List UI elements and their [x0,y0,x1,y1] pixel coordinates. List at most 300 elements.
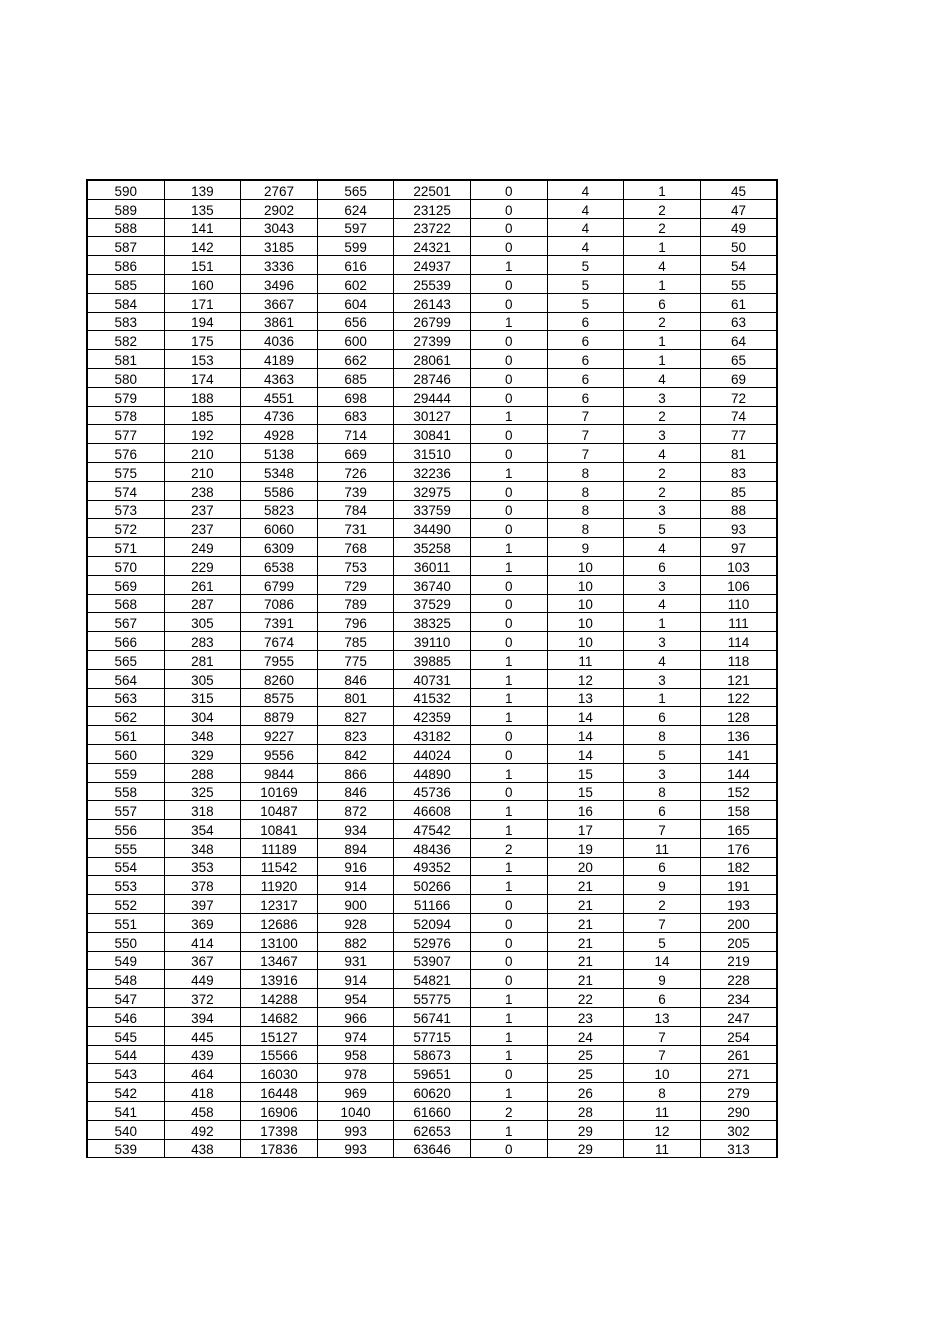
table-cell: 0 [470,500,547,519]
table-cell: 7086 [241,594,318,613]
table-cell: 6 [624,707,701,726]
table-cell: 931 [317,951,394,970]
table-row [87,632,777,651]
table-cell: 261 [164,575,241,594]
table-cell: 561 [87,726,164,745]
table-row [87,895,777,914]
table-cell: 846 [317,782,394,801]
table-cell: 55775 [394,989,471,1008]
table-cell: 15127 [241,1026,318,1045]
table-cell: 24937 [394,256,471,275]
table-cell: 5 [547,293,624,312]
table-cell: 842 [317,744,394,763]
table-cell: 19 [547,838,624,857]
table-cell: 247 [700,1008,777,1027]
table-cell: 64 [700,331,777,350]
table-cell: 83 [700,462,777,481]
table-row [87,406,777,425]
table-cell: 8 [547,500,624,519]
table-cell: 7 [624,1045,701,1064]
table-cell: 16448 [241,1083,318,1102]
table-cell: 93 [700,519,777,538]
table-cell: 12317 [241,895,318,914]
table-cell: 12 [547,669,624,688]
table-cell: 5348 [241,462,318,481]
table-cell: 287 [164,594,241,613]
table-row [87,331,777,350]
table-cell: 11 [624,838,701,857]
table-cell: 0 [470,970,547,989]
table-cell: 558 [87,782,164,801]
table-cell: 954 [317,989,394,1008]
table-cell: 50266 [394,876,471,895]
table-cell: 550 [87,932,164,951]
table-row [87,350,777,369]
table-row [87,462,777,481]
table-cell: 24321 [394,237,471,256]
table-cell: 28746 [394,368,471,387]
table-cell: 0 [470,274,547,293]
table-row [87,519,777,538]
table-cell: 544 [87,1045,164,1064]
table-row [87,744,777,763]
table-cell: 1 [624,180,701,199]
table-cell: 15 [547,763,624,782]
table-cell: 562 [87,707,164,726]
table-cell: 46608 [394,801,471,820]
table-cell: 135 [164,199,241,218]
table-cell: 542 [87,1083,164,1102]
table-body [87,180,777,1158]
table-cell: 114 [700,632,777,651]
table-cell: 77 [700,425,777,444]
table-cell: 2767 [241,180,318,199]
table-cell: 41532 [394,688,471,707]
table-row [87,970,777,989]
table-cell: 237 [164,500,241,519]
table-cell: 8 [624,726,701,745]
table-cell: 0 [470,368,547,387]
table-cell: 6799 [241,575,318,594]
table-cell: 602 [317,274,394,293]
table-cell: 21 [547,932,624,951]
table-cell: 210 [164,444,241,463]
table-cell: 6 [624,556,701,575]
table-cell: 784 [317,500,394,519]
table-cell: 188 [164,387,241,406]
table-cell: 10487 [241,801,318,820]
table-cell: 176 [700,838,777,857]
table-cell: 21 [547,970,624,989]
table-cell: 0 [470,726,547,745]
table-cell: 55 [700,274,777,293]
table-row [87,274,777,293]
table-cell: 418 [164,1083,241,1102]
table-cell: 52976 [394,932,471,951]
table-cell: 1 [470,820,547,839]
table-cell: 185 [164,406,241,425]
table-row [87,312,777,331]
table-cell: 158 [700,801,777,820]
table-cell: 6309 [241,538,318,557]
table-cell: 29 [547,1139,624,1158]
table-cell: 182 [700,857,777,876]
table-cell: 7 [624,1026,701,1045]
table-cell: 10 [547,613,624,632]
table-cell: 54 [700,256,777,275]
table-cell: 4551 [241,387,318,406]
table-cell: 10 [547,594,624,613]
table-row [87,914,777,933]
table-cell: 492 [164,1120,241,1139]
table-cell: 378 [164,876,241,895]
table-cell: 72 [700,387,777,406]
table-cell: 194 [164,312,241,331]
table-cell: 14 [547,744,624,763]
table-cell: 5823 [241,500,318,519]
table-cell: 52094 [394,914,471,933]
table-cell: 36740 [394,575,471,594]
table-cell: 580 [87,368,164,387]
table-cell: 348 [164,726,241,745]
table-cell: 10841 [241,820,318,839]
table-cell: 555 [87,838,164,857]
table-row [87,1083,777,1102]
table-cell: 0 [470,350,547,369]
table-cell: 305 [164,669,241,688]
table-cell: 54821 [394,970,471,989]
table-cell: 439 [164,1045,241,1064]
table-cell: 32975 [394,481,471,500]
table-cell: 313 [700,1139,777,1158]
table-cell: 192 [164,425,241,444]
table-cell: 1 [470,669,547,688]
table-row [87,801,777,820]
table-cell: 11189 [241,838,318,857]
score-table [86,179,778,1158]
table-cell: 3861 [241,312,318,331]
table-cell: 5 [547,274,624,293]
table-row [87,1008,777,1027]
table-cell: 1 [470,556,547,575]
table-cell: 2 [624,462,701,481]
table-cell: 1 [470,763,547,782]
table-cell: 1 [470,406,547,425]
table-cell: 3496 [241,274,318,293]
table-cell: 10 [624,1064,701,1083]
table-cell: 30127 [394,406,471,425]
table-row [87,989,777,1008]
table-row [87,650,777,669]
table-cell: 369 [164,914,241,933]
table-cell: 348 [164,838,241,857]
table-cell: 656 [317,312,394,331]
table-cell: 49 [700,218,777,237]
table-cell: 872 [317,801,394,820]
table-cell: 29444 [394,387,471,406]
table-cell: 6 [624,801,701,820]
table-row [87,368,777,387]
table-cell: 28 [547,1102,624,1121]
table-cell: 8 [547,519,624,538]
table-cell: 9844 [241,763,318,782]
table-cell: 329 [164,744,241,763]
table-cell: 801 [317,688,394,707]
table-cell: 0 [470,293,547,312]
table-cell: 3 [624,763,701,782]
table-cell: 53907 [394,951,471,970]
table-cell: 1 [624,274,701,293]
table-cell: 552 [87,895,164,914]
table-cell: 683 [317,406,394,425]
table-cell: 6 [547,368,624,387]
table-cell: 4736 [241,406,318,425]
table-cell: 23 [547,1008,624,1027]
table-cell: 175 [164,331,241,350]
table-cell: 539 [87,1139,164,1158]
table-cell: 0 [470,444,547,463]
table-cell: 14682 [241,1008,318,1027]
table-cell: 288 [164,763,241,782]
table-cell: 582 [87,331,164,350]
table-cell: 21 [547,895,624,914]
table-cell: 575 [87,462,164,481]
table-row [87,1045,777,1064]
table-cell: 796 [317,613,394,632]
table-cell: 20 [547,857,624,876]
table-cell: 590 [87,180,164,199]
table-cell: 271 [700,1064,777,1083]
table-cell: 916 [317,857,394,876]
table-cell: 3 [624,500,701,519]
table-row [87,180,777,199]
table-cell: 7674 [241,632,318,651]
table-cell: 4 [547,180,624,199]
table-cell: 7 [624,914,701,933]
table-cell: 254 [700,1026,777,1045]
table-cell: 13 [624,1008,701,1027]
table-cell: 0 [470,895,547,914]
table-cell: 27399 [394,331,471,350]
table-cell: 547 [87,989,164,1008]
table-cell: 8879 [241,707,318,726]
table-cell: 128 [700,707,777,726]
table-cell: 22 [547,989,624,1008]
table-cell: 4 [624,650,701,669]
table-cell: 3 [624,387,701,406]
table-cell: 37529 [394,594,471,613]
table-cell: 978 [317,1064,394,1083]
table-cell: 8260 [241,669,318,688]
table-cell: 0 [470,218,547,237]
table-cell: 7 [624,820,701,839]
table-cell: 36011 [394,556,471,575]
table-cell: 59651 [394,1064,471,1083]
table-cell: 2 [624,406,701,425]
table-cell: 2 [470,1102,547,1121]
table-cell: 585 [87,274,164,293]
table-cell: 567 [87,613,164,632]
table-cell: 1 [470,876,547,895]
table-cell: 3185 [241,237,318,256]
table-cell: 4 [624,538,701,557]
table-cell: 548 [87,970,164,989]
table-cell: 1 [470,1045,547,1064]
table-cell: 153 [164,350,241,369]
table-cell: 3 [624,632,701,651]
table-cell: 565 [317,180,394,199]
table-cell: 549 [87,951,164,970]
table-cell: 993 [317,1139,394,1158]
table-cell: 445 [164,1026,241,1045]
table-cell: 900 [317,895,394,914]
table-cell: 26799 [394,312,471,331]
table-cell: 16030 [241,1064,318,1083]
table-cell: 572 [87,519,164,538]
table-cell: 305 [164,613,241,632]
table-cell: 587 [87,237,164,256]
table-cell: 914 [317,970,394,989]
table-cell: 33759 [394,500,471,519]
table-cell: 578 [87,406,164,425]
table-cell: 0 [470,782,547,801]
table-cell: 1 [470,1026,547,1045]
table-cell: 106 [700,575,777,594]
table-cell: 1 [470,688,547,707]
table-cell: 662 [317,350,394,369]
table-cell: 193 [700,895,777,914]
table-cell: 57715 [394,1026,471,1045]
table-cell: 586 [87,256,164,275]
table-cell: 0 [470,180,547,199]
table-cell: 0 [470,519,547,538]
table-cell: 974 [317,1026,394,1045]
table-cell: 26143 [394,293,471,312]
table-cell: 8 [624,1083,701,1102]
table-cell: 13467 [241,951,318,970]
table-cell: 103 [700,556,777,575]
table-cell: 739 [317,481,394,500]
table-cell: 6 [547,387,624,406]
table-cell: 1 [624,688,701,707]
table-cell: 1 [470,312,547,331]
table-row [87,594,777,613]
table-cell: 600 [317,331,394,350]
table-cell: 846 [317,669,394,688]
table-cell: 3336 [241,256,318,275]
table-cell: 81 [700,444,777,463]
table-cell: 21 [547,951,624,970]
table-cell: 10 [547,632,624,651]
table-cell: 785 [317,632,394,651]
table-cell: 0 [470,237,547,256]
table-row [87,688,777,707]
table-cell: 866 [317,763,394,782]
table-cell: 394 [164,1008,241,1027]
table-cell: 545 [87,1026,164,1045]
table-cell: 63 [700,312,777,331]
table-cell: 438 [164,1139,241,1158]
table-cell: 577 [87,425,164,444]
table-cell: 0 [470,744,547,763]
table-cell: 685 [317,368,394,387]
table-cell: 7391 [241,613,318,632]
table-cell: 61660 [394,1102,471,1121]
table-cell: 152 [700,782,777,801]
table-cell: 24 [547,1026,624,1045]
table-cell: 12 [624,1120,701,1139]
table-cell: 2902 [241,199,318,218]
table-cell: 151 [164,256,241,275]
table-cell: 4928 [241,425,318,444]
table-cell: 14288 [241,989,318,1008]
table-cell: 200 [700,914,777,933]
table-cell: 559 [87,763,164,782]
table-cell: 372 [164,989,241,1008]
table-cell: 25 [547,1064,624,1083]
table-cell: 565 [87,650,164,669]
table-cell: 0 [470,632,547,651]
table-row [87,951,777,970]
table-cell: 1 [624,237,701,256]
table-row [87,613,777,632]
table-cell: 3 [624,669,701,688]
table-cell: 726 [317,462,394,481]
table-cell: 1 [470,650,547,669]
table-cell: 279 [700,1083,777,1102]
table-cell: 10 [547,575,624,594]
table-cell: 11 [624,1102,701,1121]
table-cell: 4 [624,256,701,275]
table-cell: 2 [624,199,701,218]
table-cell: 25539 [394,274,471,293]
table-cell: 571 [87,538,164,557]
table-cell: 48436 [394,838,471,857]
table-cell: 0 [470,1139,547,1158]
table-cell: 6538 [241,556,318,575]
table-cell: 14 [624,951,701,970]
table-cell: 6 [624,989,701,1008]
table-cell: 7 [547,425,624,444]
table-cell: 553 [87,876,164,895]
table-cell: 729 [317,575,394,594]
table-cell: 6 [547,331,624,350]
table-cell: 789 [317,594,394,613]
table-cell: 556 [87,820,164,839]
table-cell: 9 [547,538,624,557]
table-cell: 302 [700,1120,777,1139]
table-cell: 17398 [241,1120,318,1139]
table-cell: 882 [317,932,394,951]
table-row [87,1120,777,1139]
table-cell: 141 [164,218,241,237]
table-cell: 139 [164,180,241,199]
table-cell: 8575 [241,688,318,707]
table-cell: 26 [547,1083,624,1102]
table-cell: 827 [317,707,394,726]
table-cell: 4189 [241,350,318,369]
table-cell: 228 [700,970,777,989]
table-cell: 35258 [394,538,471,557]
table-cell: 191 [700,876,777,895]
table-cell: 583 [87,312,164,331]
table-cell: 6 [547,312,624,331]
table-cell: 49352 [394,857,471,876]
table-row [87,293,777,312]
table-cell: 56741 [394,1008,471,1027]
table-cell: 3 [624,575,701,594]
table-cell: 283 [164,632,241,651]
